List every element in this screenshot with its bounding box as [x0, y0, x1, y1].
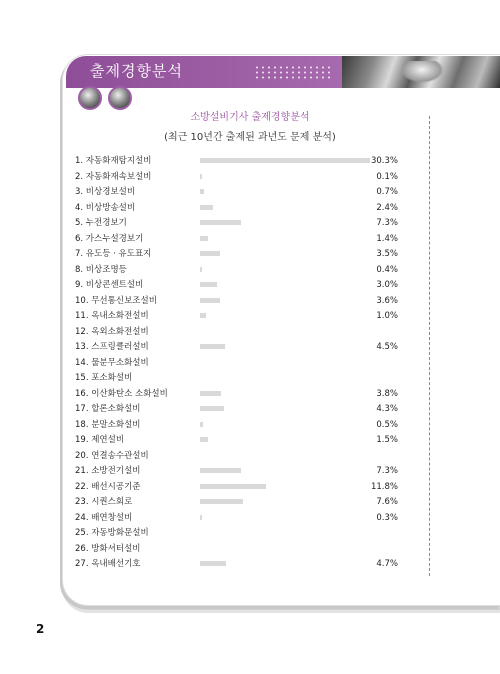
percent-bar — [200, 344, 225, 349]
item-percent: 3.0% — [376, 280, 398, 290]
item-label: 12. 옥외소화전설비 — [75, 326, 149, 337]
item-label: 27. 옥내배선기호 — [75, 559, 141, 569]
list-item — [75, 371, 415, 385]
list-item — [75, 154, 415, 168]
item-label: 11. 옥내소화전설비 — [75, 311, 149, 321]
item-percent: 7.6% — [376, 497, 398, 507]
list-item — [75, 449, 415, 463]
percent-bar — [200, 282, 217, 287]
item-percent: 1.4% — [376, 233, 398, 244]
list-item — [75, 495, 415, 509]
percent-bar — [200, 313, 206, 318]
list-item — [75, 278, 415, 292]
item-percent: 4.7% — [376, 559, 398, 569]
percent-bar — [200, 189, 204, 194]
item-percent: 0.1% — [376, 171, 398, 182]
item-label: 7. 유도등 · 유도표지 — [75, 249, 152, 259]
item-label: 14. 물분무소화설비 — [75, 357, 149, 368]
percent-bar — [200, 236, 208, 241]
item-label: 5. 누전경보기 — [75, 218, 127, 228]
list-item — [75, 356, 415, 370]
percent-bar — [200, 158, 370, 163]
item-label: 26. 방화셔터설비 — [75, 543, 141, 554]
percent-bar — [200, 174, 202, 179]
list-item — [75, 526, 415, 540]
list-item — [75, 557, 415, 571]
item-label: 21. 소방전기설비 — [75, 466, 141, 476]
item-label: 15. 포소화설비 — [75, 373, 133, 383]
list-item — [75, 325, 415, 339]
list-item — [75, 464, 415, 478]
item-label: 6. 가스누설경보기 — [75, 233, 144, 244]
photo-figure — [400, 61, 444, 83]
round-photo-right — [108, 86, 132, 110]
page-title: 소방설비기사 출제경향분석 — [190, 112, 310, 123]
item-label: 23. 시퀀스회로 — [75, 497, 133, 507]
list-item — [75, 216, 415, 230]
item-label: 3. 비상경보설비 — [75, 187, 136, 197]
item-label: 22. 배선시공기준 — [75, 481, 141, 492]
item-label: 17. 할론소화설비 — [75, 404, 141, 414]
percent-bar — [200, 484, 266, 489]
dot-pattern — [254, 65, 330, 79]
list-item — [75, 232, 415, 246]
item-percent: 1.0% — [376, 311, 398, 321]
item-percent: 2.4% — [376, 202, 398, 213]
item-label: 10. 무선통신보조설비 — [75, 295, 157, 306]
item-label: 25. 자동방화문설비 — [75, 528, 149, 538]
percent-bar — [200, 406, 224, 411]
list-item — [75, 418, 415, 432]
page-subtitle: (최근 10년간 출제된 과년도 문제 분석) — [164, 132, 336, 143]
dashed-divider — [429, 116, 430, 576]
percent-bar — [200, 468, 241, 473]
item-percent: 0.5% — [376, 419, 398, 430]
item-label: 19. 제연설비 — [75, 435, 125, 445]
percent-bar — [200, 422, 203, 427]
percent-bar — [200, 515, 202, 520]
percent-bar — [200, 561, 226, 566]
item-percent: 3.6% — [376, 295, 398, 306]
item-percent: 4.5% — [376, 342, 398, 352]
item-label: 2. 자동화재속보설비 — [75, 171, 152, 182]
item-percent: 7.3% — [376, 218, 398, 228]
list-item — [75, 480, 415, 494]
percent-bar — [200, 205, 213, 210]
list-item — [75, 340, 415, 354]
list-item — [75, 387, 415, 401]
item-percent: 4.3% — [376, 404, 398, 414]
section-banner — [66, 56, 428, 88]
list-item — [75, 247, 415, 261]
item-percent: 3.5% — [376, 249, 398, 259]
percent-bar — [200, 220, 241, 225]
list-item — [75, 201, 415, 215]
page-number: 2 — [36, 622, 45, 636]
list-item — [75, 294, 415, 308]
percent-bar — [200, 499, 243, 504]
item-percent: 30.3% — [370, 156, 398, 166]
item-label: 4. 비상방송설비 — [75, 202, 136, 213]
list-item — [75, 309, 415, 323]
round-photo-left — [78, 86, 102, 110]
item-label: 18. 분말소화설비 — [75, 419, 141, 430]
item-percent: 3.8% — [376, 388, 398, 399]
item-label: 20. 연결송수관설비 — [75, 450, 149, 461]
section-title: 출제경향분석 — [90, 62, 183, 80]
item-label: 9. 비상콘센트설비 — [75, 280, 144, 290]
percent-bar — [200, 437, 208, 442]
item-label: 8. 비상조명등 — [75, 264, 127, 275]
item-percent: 11.8% — [370, 481, 398, 492]
list-item — [75, 542, 415, 556]
list-item — [75, 170, 415, 184]
item-percent: 1.5% — [376, 435, 398, 445]
item-label: 16. 이산화탄소 소화설비 — [75, 388, 168, 399]
banner-photo — [342, 56, 500, 88]
percent-bar — [200, 298, 220, 303]
list-item — [75, 263, 415, 277]
list-item — [75, 433, 415, 447]
item-label: 24. 배연창설비 — [75, 512, 133, 523]
list-item — [75, 185, 415, 199]
item-label: 13. 스프링클러설비 — [75, 342, 149, 352]
item-percent: 0.4% — [376, 264, 398, 275]
item-percent: 7.3% — [376, 466, 398, 476]
percent-bar — [200, 391, 221, 396]
percent-bar — [200, 267, 202, 272]
list-item — [75, 511, 415, 525]
item-label: 1. 자동화재탐지설비 — [75, 156, 152, 166]
percent-bar — [200, 251, 220, 256]
item-percent: 0.7% — [376, 187, 398, 197]
list-item — [75, 402, 415, 416]
item-percent: 0.3% — [376, 512, 398, 523]
